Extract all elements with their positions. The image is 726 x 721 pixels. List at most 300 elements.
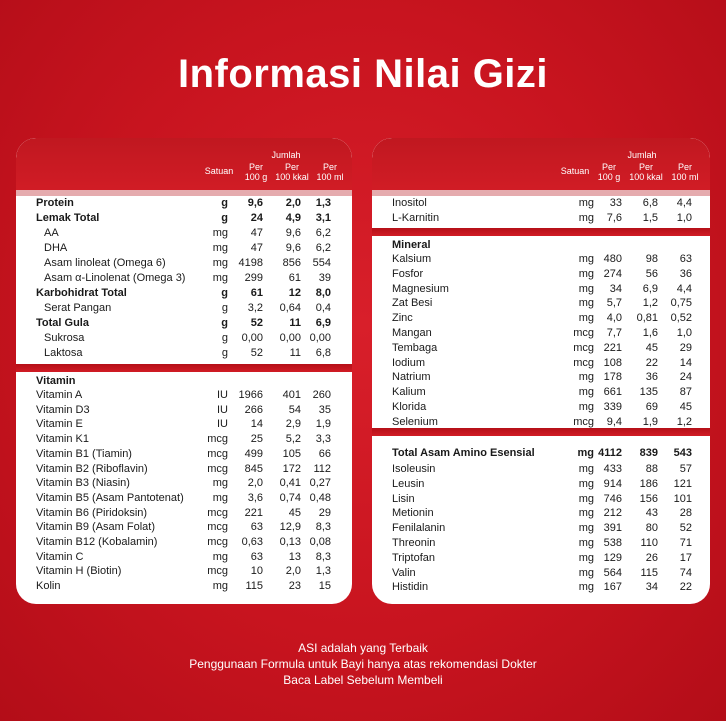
row-per-100kkal: 26 — [645, 551, 658, 564]
table-row — [16, 535, 352, 549]
row-per-100kkal: 11 — [289, 347, 301, 359]
row-per-100g: 34 — [609, 282, 622, 295]
row-per-100ml: 1,0 — [676, 212, 692, 224]
table-row — [372, 415, 710, 429]
row-per-100ml: 29 — [679, 341, 692, 354]
table-row — [16, 447, 352, 461]
row-name: AA — [44, 227, 59, 239]
row-unit: mg — [578, 253, 594, 265]
row-per-100g: 221 — [244, 506, 263, 519]
table-row — [16, 226, 352, 240]
table-row — [16, 550, 352, 564]
row-per-100g: 10 — [250, 565, 263, 578]
row-per-100g: 266 — [244, 403, 263, 416]
row-per-100g: 52 — [250, 317, 263, 329]
row-unit: mcg — [207, 506, 228, 519]
row-unit: mg — [212, 477, 228, 490]
row-per-100kkal: 105 — [282, 447, 301, 460]
row-unit: mg — [578, 537, 594, 549]
row-per-100kkal: 172 — [282, 462, 301, 475]
row-per-100kkal: 1,9 — [642, 415, 658, 428]
table-row — [16, 196, 352, 210]
section-divider — [372, 228, 710, 236]
table-row — [372, 296, 710, 310]
row-per-100g: 167 — [603, 581, 622, 594]
row-unit: g — [221, 347, 228, 359]
row-name: Vitamin E — [36, 418, 83, 431]
row-per-100g: 47 — [250, 227, 263, 239]
row-unit: mg — [578, 386, 594, 399]
row-per-100kkal: 69 — [645, 401, 658, 413]
header-per-100kkal: Per 100 kkal — [275, 162, 309, 182]
header-satuan: Satuan — [560, 166, 590, 176]
row-per-100g: 4198 — [238, 257, 263, 269]
row-unit: mcg — [573, 327, 594, 339]
row-per-100ml: 0,00 — [309, 332, 331, 344]
row-per-100g: 3,2 — [247, 302, 263, 314]
row-per-100g: 24 — [250, 212, 263, 224]
row-unit: mg — [212, 491, 228, 504]
row-per-100kkal: 0,00 — [279, 332, 301, 344]
row-per-100ml: 6,2 — [315, 227, 331, 239]
table-row — [16, 301, 352, 315]
table-row — [372, 282, 710, 296]
row-unit: IU — [217, 389, 228, 401]
row-per-100ml: 87 — [679, 386, 692, 399]
row-unit: mg — [578, 267, 594, 280]
table-row — [16, 520, 352, 534]
row-name: Mangan — [392, 327, 432, 339]
row-per-100ml: 4,4 — [676, 282, 692, 295]
row-per-100kkal: 88 — [645, 463, 658, 475]
row-name: Asam α-Linolenat (Omega 3) — [44, 272, 186, 284]
row-per-100ml: 0,4 — [315, 302, 331, 314]
row-name: Triptofan — [392, 551, 436, 564]
row-per-100g: 108 — [603, 356, 622, 369]
row-name: Vitamin K1 — [36, 433, 89, 446]
section-title-vitamin: Vitamin — [36, 375, 76, 387]
table-row — [372, 580, 710, 594]
row-unit: IU — [217, 418, 228, 431]
row-per-100kkal: 9,6 — [285, 227, 301, 239]
row-unit: mcg — [207, 447, 228, 460]
row-per-100ml: 74 — [679, 566, 692, 579]
row-name: Tembaga — [392, 341, 438, 354]
table-row — [372, 267, 710, 281]
table-row — [16, 256, 352, 270]
row-name: Kolin — [36, 580, 61, 593]
table-row — [372, 477, 710, 491]
row-per-100kkal: 22 — [645, 356, 658, 369]
row-per-100kkal: 4,9 — [285, 212, 301, 224]
row-name: Vitamin B5 (Asam Pantotenat) — [36, 491, 184, 504]
row-per-100kkal: 2,0 — [285, 197, 301, 209]
row-per-100g: 914 — [603, 477, 622, 490]
row-per-100ml: 29 — [318, 506, 331, 519]
row-name: Inositol — [392, 197, 427, 209]
row-unit: mcg — [207, 565, 228, 578]
row-per-100g: 845 — [244, 462, 263, 475]
table-row — [372, 211, 710, 225]
row-per-100kkal: 0,13 — [279, 536, 301, 548]
row-name: Total Gula — [36, 317, 89, 329]
row-per-100g: 14 — [250, 418, 263, 431]
row-per-100g: 433 — [603, 463, 622, 475]
row-per-100g: 63 — [250, 550, 263, 563]
table-row — [372, 196, 710, 210]
row-per-100ml: 24 — [679, 371, 692, 384]
row-per-100ml: 52 — [679, 522, 692, 535]
row-unit: mg — [578, 566, 594, 579]
row-per-100g: 7,6 — [606, 212, 622, 224]
row-unit: g — [221, 287, 228, 299]
row-per-100kkal: 1,5 — [642, 212, 658, 224]
header-jumlah: Jumlah — [627, 150, 657, 160]
header-per-100g: Per 100 g — [244, 162, 268, 182]
row-per-100kkal: 115 — [640, 566, 658, 579]
row-per-100kkal: 135 — [639, 386, 658, 399]
row-per-100kkal: 12,9 — [279, 521, 301, 534]
row-unit: mcg — [207, 433, 228, 446]
row-per-100kkal: 1,2 — [642, 297, 658, 310]
row-per-100kkal: 23 — [288, 580, 301, 593]
row-per-100kkal: 11 — [289, 317, 301, 329]
row-per-100g: 2,0 — [247, 477, 263, 490]
row-per-100g: 274 — [603, 267, 622, 280]
row-per-100g: 499 — [244, 447, 263, 460]
row-unit: mg — [578, 492, 594, 505]
row-name: Klorida — [392, 401, 427, 413]
row-unit: mg — [212, 257, 228, 269]
row-name: Lisin — [392, 492, 415, 505]
row-unit: g — [221, 212, 228, 224]
row-name: Asam linoleat (Omega 6) — [44, 257, 166, 269]
row-per-100ml: 1,2 — [676, 415, 692, 428]
row-per-100kkal: 43 — [645, 507, 658, 520]
nutrition-table-right — [372, 138, 710, 604]
row-unit: mg — [578, 463, 594, 475]
row-per-100g: 4,0 — [606, 312, 622, 325]
row-name: Natrium — [392, 371, 431, 384]
row-per-100ml: 57 — [679, 463, 692, 475]
table-row — [16, 211, 352, 225]
row-name: Sukrosa — [44, 332, 85, 344]
row-per-100g: 339 — [603, 401, 622, 413]
row-per-100ml: 1,0 — [676, 327, 692, 339]
row-per-100kkal: 0,81 — [636, 312, 658, 325]
row-per-100kkal: 34 — [645, 581, 658, 594]
table-row — [16, 506, 352, 520]
row-per-100kkal: 401 — [282, 389, 301, 401]
table-row — [16, 403, 352, 417]
row-per-100ml: 0,75 — [670, 297, 692, 310]
row-name: Magnesium — [392, 282, 449, 295]
table-row — [16, 286, 352, 300]
row-per-100ml: 112 — [313, 462, 331, 475]
row-per-100g: 564 — [603, 566, 622, 579]
row-unit: mg — [578, 477, 594, 490]
row-name: Vitamin B9 (Asam Folat) — [36, 521, 156, 534]
row-per-100ml: 3,3 — [315, 433, 331, 446]
row-name: L-Karnitin — [392, 212, 440, 224]
row-per-100ml: 63 — [679, 253, 692, 265]
row-per-100kkal: 80 — [645, 522, 658, 535]
row-name: Fenilalanin — [392, 522, 446, 535]
row-name: Zat Besi — [392, 297, 433, 310]
row-per-100kkal: 2,0 — [285, 565, 301, 578]
table-row — [372, 370, 710, 384]
row-name: Fosfor — [392, 267, 424, 280]
row-per-100g: 661 — [603, 386, 622, 399]
row-unit: mcg — [207, 521, 228, 534]
row-per-100ml: 554 — [312, 257, 331, 269]
row-per-100g: 221 — [603, 341, 622, 354]
footer-line-1: ASI adalah yang Terbaik — [298, 641, 428, 655]
row-name: Zinc — [392, 312, 413, 325]
row-name: Vitamin C — [36, 550, 84, 563]
table-row — [372, 506, 710, 520]
row-per-100ml: 45 — [679, 401, 692, 413]
row-per-100kkal: 12 — [288, 287, 301, 299]
table-row — [16, 271, 352, 285]
row-name: DHA — [44, 242, 68, 254]
table-row — [16, 331, 352, 345]
row-name: Laktosa — [44, 347, 83, 359]
row-per-100kkal: 45 — [288, 506, 301, 519]
header-per-100ml: Per 100 ml — [671, 162, 699, 182]
row-per-100kkal: 6,8 — [642, 197, 658, 209]
row-unit: mg — [578, 212, 594, 224]
row-per-100ml: 260 — [312, 389, 331, 401]
row-name: Leusin — [392, 477, 425, 490]
row-unit: g — [221, 332, 228, 344]
row-per-100ml: 22 — [679, 581, 692, 594]
table-row — [372, 462, 710, 476]
table-row — [372, 521, 710, 535]
row-unit: mcg — [573, 415, 594, 428]
row-unit: mg — [578, 282, 594, 295]
row-per-100g: 115 — [245, 580, 263, 593]
row-per-100ml: 8,3 — [315, 521, 331, 534]
row-unit: mcg — [207, 462, 228, 475]
row-unit: mg — [578, 197, 594, 209]
row-per-100g: 212 — [603, 507, 622, 520]
row-unit: mg — [578, 371, 594, 384]
row-per-100kkal: 56 — [645, 267, 658, 280]
row-name: Kalsium — [392, 253, 432, 265]
table-row — [16, 346, 352, 360]
row-per-100g: 178 — [603, 371, 622, 384]
row-name: Protein — [36, 197, 74, 209]
row-per-100ml: 0,08 — [309, 536, 331, 548]
table-row — [16, 579, 352, 593]
row-unit: mcg — [573, 341, 594, 354]
row-per-100ml: 1,3 — [315, 197, 331, 209]
row-per-100g: 9,6 — [247, 197, 263, 209]
table-row — [372, 400, 710, 414]
row-per-100kkal: 110 — [640, 537, 658, 549]
page-title: Informasi Nilai Gizi — [177, 52, 549, 96]
header-per-100g: Per 100 g — [597, 162, 621, 182]
table-row — [372, 341, 710, 355]
table-row — [16, 491, 352, 505]
table-header-right — [372, 138, 710, 190]
row-per-100ml: 14 — [679, 356, 692, 369]
row-per-100ml: 66 — [318, 447, 331, 460]
row-per-100ml: 17 — [679, 551, 692, 564]
row-per-100ml: 36 — [679, 267, 692, 280]
header-per-100kkal: Per 100 kkal — [629, 162, 663, 182]
row-per-100kkal: 856 — [282, 257, 301, 269]
row-per-100kkal: 1,6 — [642, 327, 658, 339]
row-per-100kkal: 45 — [645, 341, 658, 354]
table-row — [16, 241, 352, 255]
row-unit: g — [221, 317, 228, 329]
row-unit: mg — [212, 580, 228, 593]
row-per-100g: 25 — [250, 433, 263, 446]
row-name: Metionin — [392, 507, 434, 520]
row-per-100kkal: 5,2 — [285, 433, 301, 446]
row-unit: IU — [217, 403, 228, 416]
row-per-100kkal: 36 — [645, 371, 658, 384]
row-per-100g: 129 — [603, 551, 622, 564]
row-name: Valin — [392, 566, 416, 579]
table-row — [372, 326, 710, 340]
table-row — [372, 566, 710, 580]
row-per-100ml: 0,48 — [309, 491, 331, 504]
row-unit: mg — [578, 297, 594, 310]
row-per-100g: 299 — [244, 272, 263, 284]
row-name: Vitamin B6 (Piridoksin) — [36, 506, 148, 519]
row-unit: mg — [578, 522, 594, 535]
table-row — [372, 536, 710, 550]
row-per-100ml: 4,4 — [676, 197, 692, 209]
row-per-100ml: 8,0 — [315, 287, 331, 299]
row-per-100ml: 121 — [673, 477, 692, 490]
row-per-100g: 746 — [603, 492, 622, 505]
table-row — [372, 356, 710, 370]
row-per-100g: 63 — [250, 521, 263, 534]
row-unit: mg — [578, 401, 594, 413]
header-jumlah: Jumlah — [271, 150, 301, 160]
row-per-100ml: 6,9 — [315, 317, 331, 329]
row-name: Karbohidrat Total — [36, 287, 127, 299]
row-name: Lemak Total — [36, 212, 100, 224]
table-row — [16, 316, 352, 330]
row-name: Histidin — [392, 581, 429, 594]
row-name: Serat Pangan — [44, 302, 112, 314]
row-per-100g: 0,63 — [241, 536, 263, 548]
table-row — [372, 252, 710, 266]
row-per-100ml: 15 — [318, 580, 331, 593]
section-divider — [16, 364, 352, 372]
table-row — [372, 551, 710, 565]
row-per-100ml: 101 — [673, 492, 692, 505]
row-per-100g: 7,7 — [606, 327, 622, 339]
row-name: Kalium — [392, 386, 426, 399]
row-name: Vitamin D3 — [36, 403, 90, 416]
row-per-100kkal: 0,74 — [279, 491, 301, 504]
row-per-100kkal: 61 — [288, 272, 301, 284]
row-unit: mg — [578, 312, 594, 325]
row-name: Selenium — [392, 415, 438, 428]
row-per-100g: 538 — [603, 537, 622, 549]
row-per-100ml: 39 — [318, 272, 331, 284]
footer-line-2: Penggunaan Formula untuk Bayi hanya atas rekomendasi Dokter — [189, 657, 537, 671]
row-name: Vitamin A — [36, 389, 83, 401]
row-per-100g: 52 — [250, 347, 263, 359]
row-per-100kkal: 13 — [288, 550, 301, 563]
total-amino-acid-row: Total Asam Amino Esensial mg 4112 839 543 — [392, 447, 692, 459]
row-per-100g: 5,7 — [606, 297, 622, 310]
table-row — [16, 388, 352, 402]
table-row — [372, 492, 710, 506]
table-row — [16, 432, 352, 446]
section-title-mineral: Mineral — [392, 239, 431, 251]
row-name: Vitamin B1 (Tiamin) — [36, 447, 132, 460]
row-per-100kkal: 186 — [639, 477, 658, 490]
row-unit: g — [221, 197, 228, 209]
row-per-100kkal: 54 — [288, 403, 301, 416]
row-unit: g — [221, 302, 228, 314]
row-per-100ml: 6,8 — [315, 347, 331, 359]
row-name: Vitamin B3 (Niasin) — [36, 477, 130, 490]
row-per-100ml: 3,1 — [315, 212, 331, 224]
row-per-100kkal: 6,9 — [642, 282, 658, 295]
row-unit: mcg — [207, 536, 228, 548]
row-unit: mg — [212, 550, 228, 563]
row-per-100g: 0,00 — [241, 332, 263, 344]
header-per-100ml: Per 100 ml — [316, 162, 344, 182]
row-per-100kkal: 156 — [639, 492, 658, 505]
table-row — [16, 417, 352, 431]
row-per-100g: 9,4 — [606, 415, 622, 428]
row-unit: mg — [212, 272, 228, 284]
row-per-100g: 1966 — [238, 389, 263, 401]
row-per-100kkal: 0,64 — [279, 302, 301, 314]
table-row — [16, 462, 352, 476]
row-per-100g: 61 — [250, 287, 263, 299]
row-per-100kkal: 0,41 — [279, 477, 301, 490]
footer-line-3: Baca Label Sebelum Membeli — [283, 673, 443, 687]
row-per-100ml: 35 — [318, 403, 331, 416]
row-unit: mcg — [573, 356, 594, 369]
row-per-100ml: 1,9 — [315, 418, 331, 431]
row-per-100g: 391 — [603, 522, 622, 535]
row-per-100kkal: 9,6 — [285, 242, 301, 254]
row-per-100ml: 8,3 — [315, 550, 331, 563]
row-per-100kkal: 2,9 — [285, 418, 301, 431]
row-per-100ml: 0,27 — [309, 477, 331, 490]
row-per-100ml: 71 — [679, 537, 692, 549]
row-name: Vitamin H (Biotin) — [36, 565, 122, 578]
nutrition-table-left — [16, 138, 352, 604]
row-name: Vitamin B12 (Kobalamin) — [36, 536, 158, 548]
row-unit: mg — [212, 242, 228, 254]
row-per-100ml: 6,2 — [315, 242, 331, 254]
row-unit: mg — [578, 551, 594, 564]
row-per-100ml: 28 — [679, 507, 692, 520]
row-name: Vitamin B2 (Riboflavin) — [36, 462, 148, 475]
row-per-100g: 47 — [250, 242, 263, 254]
row-unit: mg — [578, 507, 594, 520]
row-name: Isoleusin — [392, 463, 436, 475]
table-row — [372, 385, 710, 399]
row-per-100g: 33 — [609, 197, 622, 209]
table-row — [16, 476, 352, 490]
header-satuan: Satuan — [204, 166, 234, 176]
row-per-100ml: 0,52 — [670, 312, 692, 325]
